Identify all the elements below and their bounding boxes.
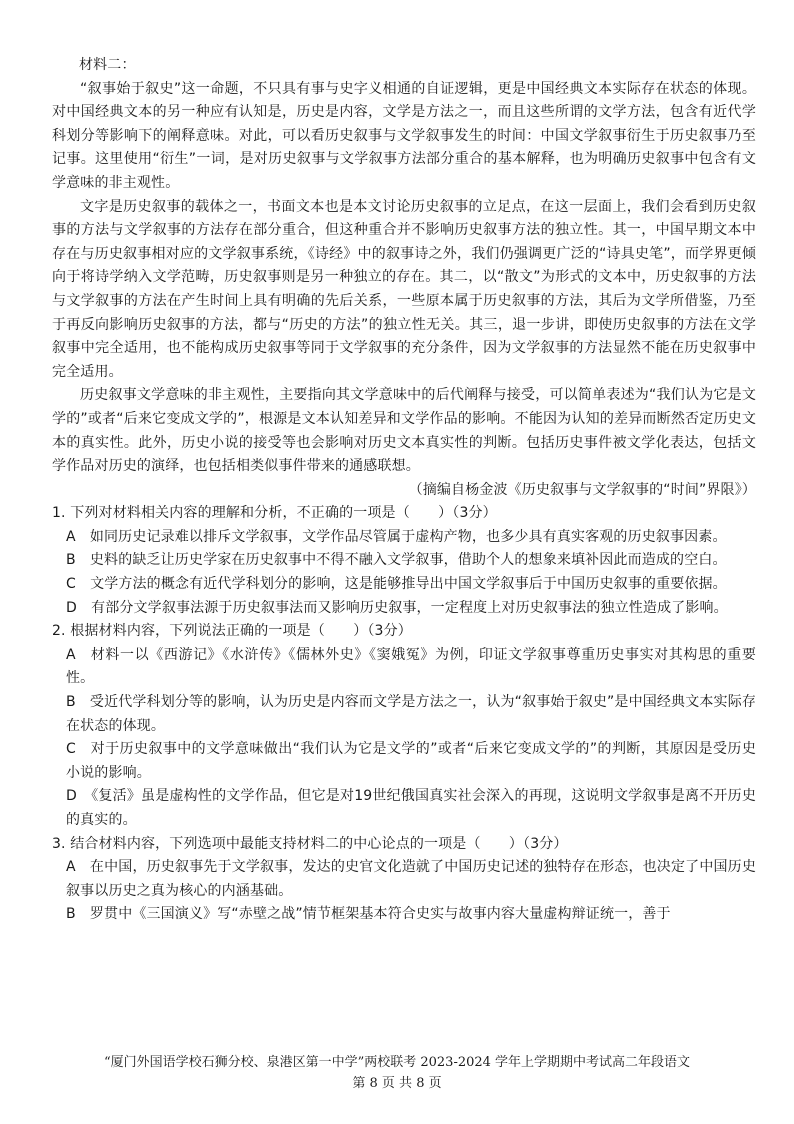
paragraph-1: “叙事始于叙史”这一命题，不只具有事与史字义相通的自证逻辑，更是中国经典文本实际存在状态的体现。对中国经典文本的另一种应有认知是，历史是内容，文学是方法之一，而且这些所谓的文学方法，包含有近代学科划分等影响下的阐释意味。对此，可以看历史叙事与文学叙事发生的时间：中国文学叙事衍生于历史叙事乃至记事。这里使用“衍生”一词，是对历史叙事与文学叙事方法部分重合的基本解释，也为明确历史叙事中包含有文学意味的非主观性。 [52, 80, 756, 191]
question-1-option-c: C 文学方法的概念有近代学科划分的影响，这是能够推导出中国文学叙事后于中国历史叙事的重要依据。 [66, 576, 727, 593]
question-2-option-d: D 《复活》虽是虚构性的文学作品，但它是对19世纪俄国真实社会深入的再现，这说明文学叙事是离不开历史的真实的。 [66, 788, 756, 828]
question-3-option-a: A 在中国，历史叙事先于文学叙事，发达的史官文化造就了中国历史记述的独特存在形态，也决定了中国历史叙事以历史之真为核心的内涵基础。 [66, 859, 756, 899]
question-2-option-a: A 材料一以《西游记》《水浒传》《儒林外史》《窦娥冤》为例，印证文学叙事尊重历史事实对其构思的重要性。 [66, 646, 756, 687]
document-body [52, 54, 756, 927]
material-heading: 材料二： [79, 57, 136, 73]
question-1-stem: 1. 下列对材料相关内容的理解和分析，不正确的一项是（ ）（3分） [52, 505, 497, 522]
paragraph-3: 历史叙事文学意味的非主观性，主要指向其文学意味中的后代阐释与接受，可以简单表述为“我们认为它是文学的”或者“后来它变成文学的”，根源是文本认知差异和文学作品的影响。不能因为认知的差异而断然否定历史文本的真实性。此外，历史小说的接受等也会影响对历史文本真实性的判断。包括历史事件被文学化表达，包括文学作品对历史的演绎，也包括相类似事件带来的通感联想。 [52, 387, 756, 475]
question-2-option-c: C 对于历史叙事中的文学意味做出“我们认为它是文学的”或者“后来它变成文学的”的判断，其原因是受历史小说的影响。 [66, 741, 756, 781]
question-1-option-a: A 如同历史记录难以排斥文学叙事，文学作品尽管属于虚构产物，也多少具有真实客观的历史叙事因素。 [66, 528, 727, 545]
question-1-option-b: B 史料的缺乏让历史学家在历史叙事中不得不融入文学叙事，借助个人的想象来填补因此而造成的空白。 [66, 552, 727, 569]
question-1-option-d: D 有部分文学叙事法源于历史叙事法而又影响历史叙事，一定程度上对历史叙事法的独立性造成了影响。 [66, 599, 728, 616]
source-citation: （摘编自杨金波《历史叙事与文学叙事的“时间”界限》） [408, 481, 756, 498]
question-3-stem: 3. 结合材料内容，下列选项中最能支持材料二的中心论点的一项是（ ）（3分） [52, 835, 568, 852]
question-2-option-b: B 受近代学科划分等的影响，认为历史是内容而文学是方法之一，认为“叙事始于叙史”是中国经典文本实际存在状态的体现。 [66, 694, 756, 734]
paragraph-2: 文字是历史叙事的载体之一，书面文本也是本文讨论历史叙事的立足点，在这一层面上，我们会看到历史叙事的方法与文学叙事的方法存在部分重合，但这种重合并不影响历史叙事方法的独立性。其一，中国早期文本中存在与历史叙事相对应的文学叙事系统，《诗经》中的叙事诗之外，我们仍强调更广泛的“诗具史笔”，而学界更倾向于将诗学纳入文学范畴，历史叙事则是另一种独立的存在。其二，以“散文”为形式的文本中，历史叙事的方法与文学叙事的方法在产生时间上具有明确的先后关系，一些原本属于历史叙事的方法，其后为文学所借鉴，乃至于再反向影响历史叙事的方法，都与“历史的方法”的独立性无关。其三，退一步讲，即使历史叙事的方法在文学叙事中完全适用，也不能构成历史叙事等同于文学叙事的充分条件，因为文学叙事的方法显然不能在历史叙事中完全适用。 [52, 198, 756, 380]
question-3-option-b: B 罗贯中《三国演义》写“赤壁之战”情节框架基本符合史实与故事内容大量虚构辩证统一，善于 [66, 906, 671, 923]
question-2-stem: 2. 根据材料内容，下列说法正确的一项是（ ）（3分） [52, 623, 412, 640]
footer-page-number: 第 8 页 共 8 页 [352, 1076, 442, 1091]
footer-exam-title: “厦门外国语学校石狮分校、泉港区第一中学”两校联考 2023-2024 学年上学期期中考试高二年段语文 [103, 1055, 691, 1070]
